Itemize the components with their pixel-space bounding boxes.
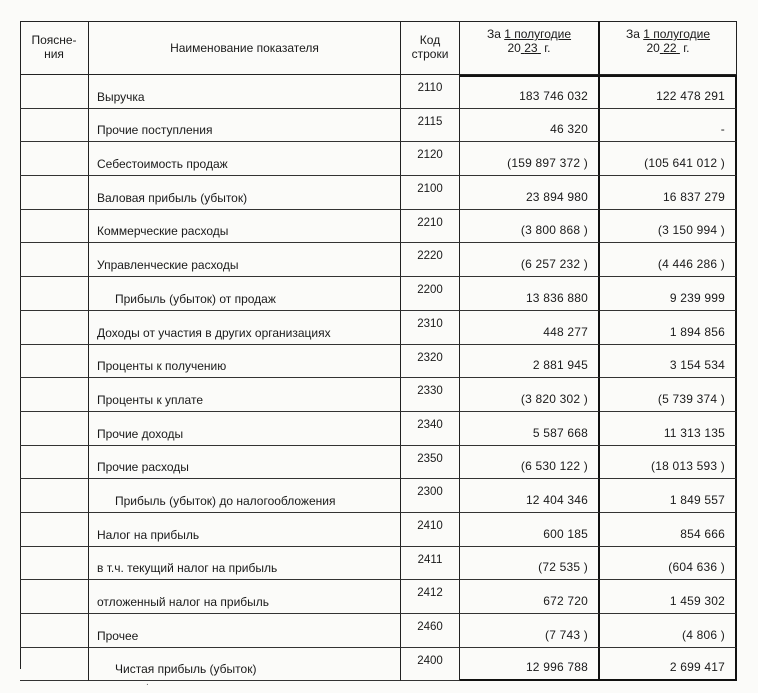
row-current-value: 12 996 788 [525,660,588,675]
row-previous-cell [600,277,737,311]
row-notes-cell [20,580,89,614]
header-current-period [460,21,600,75]
row-notes-cell [20,614,89,648]
row-previous-value: (4 446 286 ) [657,257,725,272]
row-current-cell [460,311,600,345]
header-code-label: Код строки [411,33,449,61]
row-code-cell [401,378,460,412]
row-code-cell [401,479,460,513]
row-name-cell [89,547,401,581]
header-previous-period-text: 1 полугодие [643,27,711,41]
row-code-cell [401,580,460,614]
row-name-cell [89,648,401,682]
row-code-cell [401,142,460,176]
row-current-cell [460,547,600,581]
row-previous-cell [600,210,737,244]
row-name: Прочие расходы [97,460,189,475]
header-previous-year-prefix: 20 [646,41,660,55]
header-current-year-suffix: 23 [524,41,538,55]
row-notes-cell [20,277,89,311]
row-code: 2350 [417,452,443,465]
row-notes-cell [20,378,89,412]
row-name: Валовая прибыль (убыток) [97,190,248,205]
row-current-cell [460,210,600,244]
header-current-year-prefix: 20 [507,41,521,55]
row-code-cell [401,277,460,311]
row-notes-cell [20,547,89,581]
row-previous-value: (4 806 ) [682,627,725,642]
row-code: 2330 [417,385,443,398]
row-current-value: (6 257 232 ) [520,257,588,272]
row-current-value: 23 894 980 [525,189,588,204]
row-current-cell [460,580,600,614]
row-current-value: 13 836 880 [525,290,588,305]
row-code: 2210 [417,216,443,229]
row-notes-cell [20,109,89,143]
header-previous-g: г. [683,41,690,55]
header-current-period-text: 1 полугодие [504,27,572,41]
row-code: 2460 [417,621,443,633]
row-current-cell [460,378,600,412]
row-notes-cell [20,648,89,682]
row-name-cell [89,479,401,513]
row-previous-value: - [720,122,725,137]
row-previous-cell [600,311,737,345]
table-row [20,614,737,648]
row-code-cell [401,109,460,143]
table-row [20,412,737,446]
row-previous-value: 16 837 279 [662,189,725,204]
table-row [20,142,737,176]
row-code-cell [401,648,460,682]
row-code: 2410 [417,519,443,532]
row-code: 2400 [417,654,443,667]
row-code: 2340 [417,418,443,431]
table-row [20,479,737,513]
header-previous-year-suffix: 22 [663,41,677,55]
row-code-cell [401,75,460,109]
row-previous-cell [600,580,737,614]
row-name-cell [89,614,401,648]
table-row [20,311,737,345]
row-code: 2411 [417,553,443,566]
row-name-cell [89,176,401,210]
row-name-cell [89,412,401,446]
row-previous-value: 9 239 999 [669,290,725,305]
row-notes-cell [20,210,89,244]
row-code: 2320 [417,351,443,364]
row-code-cell [401,243,460,277]
row-name: Себестоимость продаж [97,157,228,172]
row-name: Прибыль (убыток) от продаж [115,291,276,306]
row-current-cell [460,75,600,109]
row-previous-value: 854 666 [680,526,725,541]
header-current-za: За [486,27,501,41]
row-previous-value: 3 154 534 [669,358,725,373]
row-previous-cell [600,243,737,277]
row-code-cell [401,513,460,547]
header-name [89,21,401,75]
row-current-cell [460,513,600,547]
header-current-g: г. [544,41,551,55]
row-previous-cell [600,479,737,513]
table-row [20,580,737,614]
row-current-cell [460,176,600,210]
table-row [20,648,737,682]
row-notes-cell [20,142,89,176]
row-name: Выручка [97,89,145,104]
row-notes-cell [20,412,89,446]
row-code: 2220 [417,250,443,263]
row-current-cell [460,614,600,648]
table-header [20,21,737,75]
header-previous-period [600,21,737,75]
row-previous-cell [600,547,737,581]
table-row [20,109,737,143]
row-name: Управленческие расходы [97,258,239,273]
table-row [20,277,737,311]
row-code: 2115 [417,115,443,128]
row-current-value: (159 897 372 ) [507,156,588,171]
row-current-cell [460,345,600,379]
row-notes-cell [20,75,89,109]
row-current-cell [460,412,600,446]
header-notes [20,21,89,75]
row-code-cell [401,176,460,210]
row-code: 2300 [417,486,443,499]
row-current-value: 12 404 346 [525,492,588,507]
table-row [20,378,737,412]
row-code: 2110 [417,82,443,94]
row-previous-value: 1 849 557 [669,492,725,507]
header-name-label: Наименование показателя [170,41,319,55]
row-current-cell [460,479,600,513]
row-name-cell [89,345,401,379]
row-previous-value: (604 636 ) [668,560,725,575]
row-previous-value: (5 739 374 ) [657,391,725,406]
row-name: Прибыль (убыток) до налогообложения [115,493,336,508]
row-name: Коммерческие расходы [97,224,229,239]
row-previous-value: 1 459 302 [669,594,725,608]
row-notes-cell [20,176,89,210]
row-current-value: 672 720 [543,594,588,608]
row-previous-cell [600,378,737,412]
row-name: Проценты к получению [97,359,227,374]
row-notes-cell [20,311,89,345]
row-name: отложенный налог на прибыль [97,595,270,609]
row-notes-cell [20,513,89,547]
row-current-cell [460,142,600,176]
row-name-cell [89,243,401,277]
row-notes-cell [20,243,89,277]
row-previous-value: 11 313 135 [663,425,725,440]
row-previous-value: 1 894 856 [669,324,725,339]
row-notes-cell [20,479,89,513]
row-current-cell [460,446,600,480]
row-current-value: 2 881 945 [532,358,588,373]
row-previous-cell [600,513,737,547]
row-name: Доходы от участия в других организациях [97,325,331,340]
row-notes-cell [20,446,89,480]
row-current-value: (7 743 ) [545,627,588,642]
header-notes-label: Поясне- ния [31,33,77,61]
header-previous-za: За [625,27,640,41]
row-code-cell [401,547,460,581]
table-row [20,513,737,547]
table-body [20,75,737,681]
row-code-cell [401,345,460,379]
row-name-cell [89,210,401,244]
row-code: 2100 [417,183,443,196]
table-row [20,243,737,277]
row-previous-cell [600,142,737,176]
row-previous-cell [600,345,737,379]
row-previous-cell [600,109,737,143]
row-current-value: 600 185 [543,526,588,541]
row-name-cell [89,513,401,547]
row-current-value: 183 746 032 [519,88,588,103]
row-previous-cell [600,412,737,446]
row-previous-value: 122 478 291 [656,88,725,103]
row-previous-cell [600,75,737,109]
row-code: 2412 [417,587,443,600]
row-previous-cell [600,176,737,210]
row-code-cell [401,446,460,480]
row-current-value: 448 277 [543,324,588,339]
table-row [20,176,737,210]
row-name: Прочие поступления [97,123,213,138]
table-row [20,446,737,480]
row-current-cell [460,648,600,682]
row-current-cell [460,277,600,311]
row-name-cell [89,142,401,176]
row-name: Прочие доходы [97,426,184,441]
row-code: 2120 [417,149,443,162]
row-name: Чистая прибыль (убыток) [115,662,257,677]
row-name-cell [89,277,401,311]
row-current-value: (6 530 122 ) [520,459,588,474]
row-name-cell [89,580,401,614]
row-previous-cell [600,446,737,480]
row-current-value: (72 535 ) [538,560,588,575]
row-previous-value: (105 641 012 ) [644,156,725,171]
row-previous-cell [600,614,737,648]
header-code [401,21,460,75]
row-previous-value: (3 150 994 ) [657,223,725,238]
table-row [20,75,737,109]
row-name: в т.ч. текущий налог на прибыль [97,561,278,576]
row-code-cell [401,614,460,648]
row-name-cell [89,446,401,480]
row-code-cell [401,311,460,345]
row-name-cell [89,311,401,345]
row-name-cell [89,109,401,143]
row-code-cell [401,210,460,244]
row-current-value: 5 587 668 [532,425,588,440]
scan-speck: . [146,677,149,688]
row-previous-value: 2 699 417 [669,660,725,675]
row-current-value: 46 320 [550,122,588,137]
row-current-cell [460,243,600,277]
row-name-cell [89,378,401,412]
row-name-cell [89,75,401,109]
row-current-cell [460,109,600,143]
row-previous-value: (18 013 593 ) [651,459,725,474]
row-notes-cell [20,345,89,379]
table-row [20,210,737,244]
row-name: Прочее [97,628,139,643]
table-row [20,345,737,379]
row-name: Проценты к уплате [97,392,203,407]
row-current-value: (3 800 868 ) [520,223,588,238]
table-row [20,547,737,581]
row-previous-cell [600,648,737,682]
row-current-value: (3 820 302 ) [520,391,588,406]
row-code-cell [401,412,460,446]
row-code: 2200 [417,284,443,297]
row-code: 2310 [417,317,443,330]
row-name: Налог на прибыль [97,527,200,542]
